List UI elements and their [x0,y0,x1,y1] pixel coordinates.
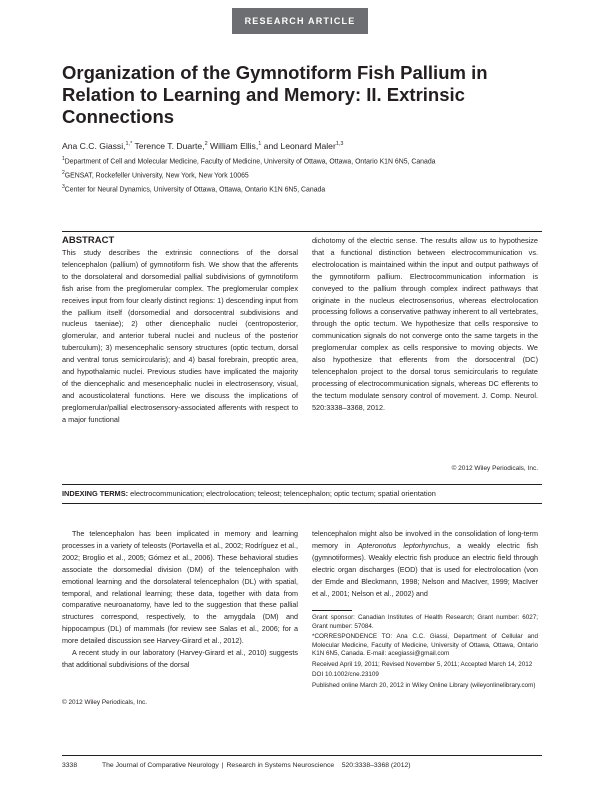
affiliation-mark: 3 [62,183,65,190]
indexing-terms-label: INDEXING TERMS: [62,489,129,498]
author-name: William Ellis, [207,140,259,151]
footer-rule [62,755,542,756]
affiliation-list [62,154,542,195]
author-affiliation-mark: 1,* [125,141,133,147]
article-title: Organization of the Gymnotiform Fish Pallium in Relation to Learning and Memory: II. Extrinsic Connections [62,62,488,127]
affiliation-text: Department of Cell and Molecular Medicine, Faculty of Medicine, University of Ottawa, Ottawa, Ontario K1N 6N5, Canada [64,158,436,166]
abstract-text-left: This study describes the extrinsic connections of the dorsal telencephalon (pallium) of gymnotiform fish. We show that the afferents to the dorsolateral and dorsomedial pallial subdivisions of gymnotiform fish arise from the preglomerular complex. The preglomerular complex receives input from four clearly distinct regions: 1) descending input from the pallium itself (dorsomedial and dorsocentral subdivisions and nucleus taeniae); 2) other diencephalic nuclei (centroposterior, glomerular, and anterior tuberal nuclei and nucleus of the posterior tuberculum); 3) mesencephalic sensory structures (optic tectum, dorsal and ventral torus semicircularis); and 4) basal forebrain, preoptic area, and hypothalamic nuclei. Previous studies have implicated the majority of the diencephalic and mesencephalic nuclei in electrosensory, visual, and acousticolateral functions. Here we discuss the implications of preglomerular/pallial electrosensory-associated afferents with respect to a major functional [62,248,298,424]
journal-line [102,762,542,769]
indexing-terms [62,489,542,499]
footnotes [312,614,538,692]
doi: DOI 10.1002/cne.23109 [312,671,379,678]
grant-footnote: Grant sponsor: Canadian Institutes of Health Research; Grant number: 6027; Grant number: 57084. [312,614,538,630]
published-online: Published online March 20, 2012 in Wiley Online Library (wileyonlinelibrary.com) [312,681,536,689]
body-paragraph-continued: , a weakly electric fish (gymnotiformes). Weakly electric fish produce an electric field through electric organ discharges (EOD) that is used for electrolocation (von der Emde and Bleckmann, 1998; Nelson and MacIver, 1999; MacIver et al., 2001; Nelson et al., 2002) and [312,540,538,598]
affiliation [62,182,542,196]
body-paragraph-continued: telencephalon might also be involved in the consolidation of long-term memory in [312,529,538,550]
species-name: Apteronotus leptorhynchus [357,540,449,550]
affiliation-text: Center for Neural Dynamics, University of Ottawa, Ottawa, Ontario K1N 6N5, Canada [64,185,326,193]
body-column-left [62,528,298,671]
abstract-copyright: © 2012 Wiley Periodicals, Inc. [451,465,538,472]
abstract-text-right: dichotomy of the electric sense. The results allow us to hypothesize that a functional distinction between electrocommunication vs. electrolocation is maintained within the input and output pathways of the gymnotiform pallium. Electrocommunication information is conveyed to the pallium through complex indirect pathways that originate in the nucleus electrosensorius, whereas electrolocation processing follows a conservative pathway inherent to all vertebrates, through the optic tectum. We hypothesize that cells responsive to communication signals do not converge onto the same targets in the preglomerular complex as cells responsive to moving objects. We also hypothesize that efferents from the dorsocentral (DC) telencephalon project to the dorsal torus semicircularis to regulate processing of electrocommunication signals, whereas DC efferents to the tectum modulate sensory control of movement. J. Comp. Neurol. 520:3338–3368, 2012. [312,236,538,412]
journal-citation: 520:3338–3368 (2012) [341,762,411,769]
author-affiliation-mark: 1 [258,141,262,147]
body-copyright: © 2012 Wiley Periodicals, Inc. [62,699,147,706]
affiliation-text: GENSAT, Rockefeller University, New York, New York 10065 [64,172,249,180]
footnote-rule [312,610,352,611]
author-name: Terence T. Duarte, [132,140,205,151]
affiliation-mark: 1 [62,156,65,162]
journal-name: The Journal of Comparative Neurology [102,762,219,769]
author-list [62,139,542,152]
affiliation [62,168,542,182]
affiliation-mark: 2 [62,169,65,176]
author-affiliation-mark: 1,3 [335,141,344,147]
abstract-top-rule [62,231,542,232]
received-dates: Received April 19, 2011; Revised November 5, 2011; Accepted March 14, 2012 [312,660,533,668]
author-name: Ana C.C. Giassi, [62,140,126,151]
body-paragraph: A recent study in our laboratory (Harvey-Girard et al., 2010) suggests that additional subdivisions of the dorsal [62,648,298,669]
correspondence-footnote: *CORRESPONDENCE TO: Ana C.C. Giassi, Department of Cellular and Molecular Medicine, Faculty of Medicine, University of Ottawa, Ottawa, Ontario K1N 6N5, Canada. E-mail: acegiassi@gmail.com [312,633,538,657]
body-paragraph: The telencephalon has been implicated in memory and learning processes in a variety of teleosts (Portavella et al., 2002; Rodríguez et al., 2002; Broglio et al., 2005; Gómez et al., 2006). These behavioral studies associate the dorsomedial division (DM) of the telencephalon with emotional learning and the dorsolateral telencephalon (DL) with spatial, temporal, and relational learning; these data, together with data from comparative neuroanatomy, have led to the suggestion that these pallial structures correspond, respectively, to the amygdala (DM) and hippocampus (DL) of mammals (for review see Salas et al., 2006; for a more detailed discussion see Harvey-Girard et al., 2012). [62,529,298,646]
page-footer [62,762,542,769]
indexing-terms-list: electrocommunication; electrolocation; teleost; telencephalon; optic tectum; spatial orientation [130,489,436,498]
abstract-heading: ABSTRACT [62,235,115,246]
affiliation [62,154,542,168]
indexing-top-rule [62,484,542,485]
indexing-bottom-rule [62,503,542,504]
journal-separator: | [221,762,224,769]
author-name: and Leonard Maler [261,140,336,151]
journal-section: Research in Systems Neuroscience [226,762,335,769]
page-number: 3338 [62,762,78,769]
author-affiliation-mark: 2 [204,141,208,147]
article-type-banner: RESEARCH ARTICLE [232,8,368,34]
body-column-right [312,528,538,599]
